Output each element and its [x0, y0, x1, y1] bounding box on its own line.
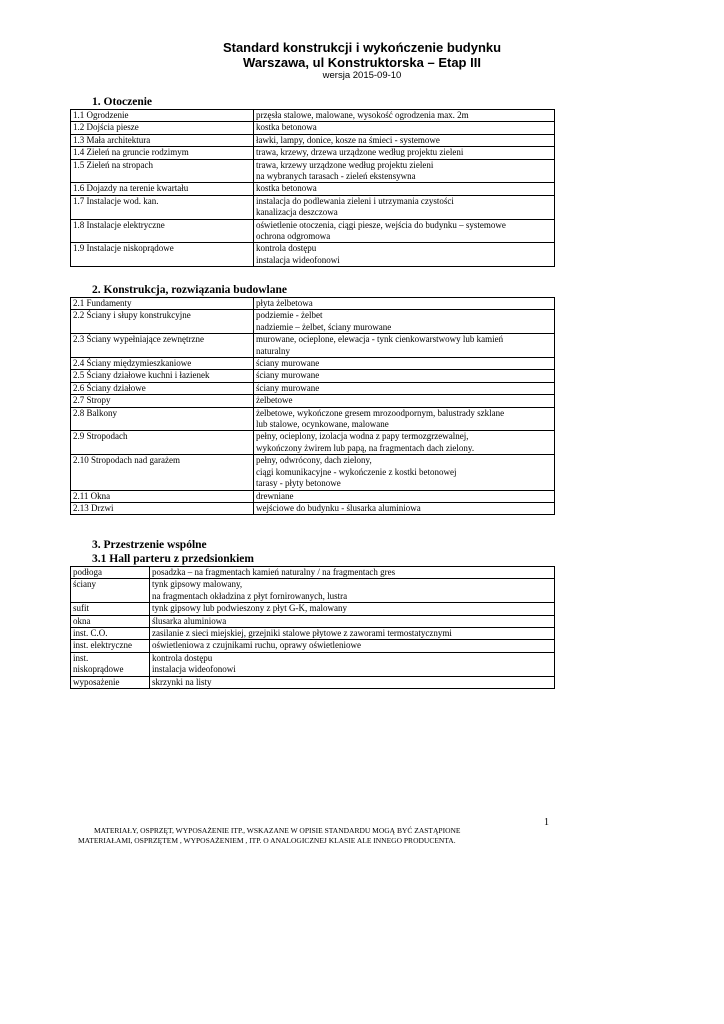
value-line: oświetleniowa z czujnikami ruchu, oprawy oświetleniowe — [152, 640, 361, 651]
table-row — [71, 455, 555, 490]
table-row — [71, 502, 555, 514]
row-label — [71, 567, 150, 579]
row-label — [71, 615, 150, 627]
label-line: ściany — [73, 579, 96, 590]
table-row — [71, 603, 555, 615]
spec-table-konstrukcja — [70, 297, 555, 515]
row-label — [71, 159, 254, 183]
label-line: 1.9 Instalacje niskoprądowe — [73, 243, 174, 254]
row-label — [71, 407, 254, 431]
value-line: posadzka – na fragmentach kamień naturalny / na fragmentach gres — [152, 567, 396, 577]
table-row — [71, 334, 555, 358]
row-label — [71, 219, 254, 243]
value-line: tarasy - płyty betonowe — [256, 478, 341, 489]
value-line: trawa, krzewy urządzone według projektu zieleni — [256, 159, 434, 170]
row-value — [254, 310, 555, 334]
row-label — [71, 243, 254, 267]
section-heading-konstrukcja: 2. Konstrukcja, rozwiązania budowlane — [92, 284, 287, 296]
value-line: kontrola dostępu — [152, 652, 213, 663]
row-label — [71, 310, 254, 334]
table-row — [71, 195, 555, 219]
table-row — [71, 407, 555, 431]
label-line: 1.5 Zieleń na stropach — [73, 159, 153, 170]
row-value — [150, 615, 555, 627]
row-label — [71, 122, 254, 134]
label-line: 1.6 Dojazdy na terenie kwartału — [73, 183, 189, 194]
value-line: podziemie - żelbet — [256, 310, 323, 321]
value-line: na wybranych tarasach - zieleń ekstensywna — [256, 171, 416, 182]
row-label — [71, 334, 254, 358]
table-row — [71, 490, 555, 502]
value-line: wykończony żwirem lub papą, na fragmentach dach zielony. — [256, 442, 475, 453]
footer-line-2: MATERIAŁAMI, OSPRZĘTEM , WYPOSAŻENIEM , ITP. O ANALOGICZNEJ KLASIE ALE INNEGO PRODUCENTA. — [78, 836, 456, 845]
subsection-heading-hall: 3.1 Hall parteru z przedsionkiem — [92, 553, 254, 565]
label-line: 2.3 Ściany wypełniające zewnętrzne — [73, 334, 204, 345]
value-line: żelbetowe — [256, 395, 293, 406]
label-line: inst. elektryczne — [73, 640, 132, 651]
label-line: 1.3 Mała architektura — [73, 134, 151, 145]
label-line: 1.7 Instalacje wod. kan. — [73, 195, 159, 206]
table-row — [71, 110, 555, 122]
value-line: zasilanie z sieci miejskiej, grzejniki stalowe płytowe z zaworami termostatycznymi — [152, 628, 452, 639]
table-row — [71, 579, 555, 603]
table-row — [71, 298, 555, 310]
value-line: nadziemie – żelbet, ściany murowane — [256, 321, 392, 332]
row-label — [71, 147, 254, 159]
row-value — [150, 603, 555, 615]
label-line: 2.5 Ściany działowe kuchni i łazienek — [73, 370, 210, 381]
row-value — [254, 110, 555, 122]
value-line: instalacja wideofonowi — [152, 664, 236, 675]
row-value — [254, 122, 555, 134]
section-heading-przestrzenie-wspolne: 3. Przestrzenie wspólne — [92, 539, 207, 551]
row-value — [254, 407, 555, 431]
value-line: ciągi komunikacyjne - wykończenie z kostki betonowej — [256, 466, 457, 477]
value-line: pełny, ocieplony, izolacja wodna z papy termozgrzewalnej, — [256, 431, 469, 442]
label-line: inst. — [73, 652, 89, 663]
label-line: 2.9 Stropodach — [73, 431, 128, 442]
row-value — [150, 579, 555, 603]
value-line: ściany murowane — [256, 382, 320, 393]
label-line: podłoga — [73, 567, 102, 577]
row-value — [254, 298, 555, 310]
row-value — [254, 490, 555, 502]
label-line: wyposażenie — [73, 676, 120, 687]
row-label — [71, 370, 254, 382]
table-row — [71, 159, 555, 183]
table-row — [71, 122, 555, 134]
value-line: oświetlenie otoczenia, ciągi piesze, wejścia do budynku – systemowe — [256, 219, 506, 230]
table-row — [71, 382, 555, 394]
label-line: 2.7 Stropy — [73, 395, 111, 406]
label-line: sufit — [73, 603, 90, 614]
table-row — [71, 628, 555, 640]
value-line: trawa, krzewy, drzewa urządzone według projektu zieleni — [256, 147, 464, 158]
row-label — [71, 431, 254, 455]
value-line: kontrola dostępu — [256, 243, 317, 254]
value-line: tynk gipsowy lub podwieszony z płyt G-K, malowany — [152, 603, 347, 614]
document-title-line-2: Warszawa, ul Konstruktorska – Etap III — [243, 55, 481, 70]
row-label — [71, 358, 254, 370]
label-line: 1.2 Dojścia piesze — [73, 122, 139, 133]
table-row — [71, 370, 555, 382]
value-line: kanalizacja deszczowa — [256, 207, 338, 218]
value-line: ślusarka aluminiowa — [152, 615, 227, 626]
document-version: wersja 2015-09-10 — [322, 70, 402, 81]
table-row — [71, 652, 555, 676]
value-line: skrzynki na listy — [152, 676, 212, 687]
label-line: 2.11 Okna — [73, 490, 111, 501]
row-value — [150, 640, 555, 652]
footer-line-1: MATERIAŁY, OSPRZĘT, WYPOSAŻENIE ITP., WSKAZANE W OPISIE STANDARDU MOGĄ BYĆ ZASTĄPIONE — [94, 826, 461, 835]
value-line: na fragmentach okładzina z płyt fornirowanych, lustra — [152, 590, 348, 601]
table-row — [71, 615, 555, 627]
row-value — [254, 159, 555, 183]
label-line: 2.8 Balkony — [73, 407, 117, 418]
row-value — [150, 628, 555, 640]
label-line: 2.10 Stropodach nad garażem — [73, 455, 180, 466]
row-label — [71, 455, 254, 490]
table-row — [71, 395, 555, 407]
value-line: lub stalowe, ocynkowane, malowane — [256, 419, 389, 430]
table-row — [71, 676, 555, 688]
label-line: 2.1 Fundamenty — [73, 298, 132, 308]
section-heading-otoczenie: 1. Otoczenie — [92, 96, 153, 108]
value-line: murowane, ocieplone, elewacja - tynk cienkowarstwowy lub kamień — [256, 334, 504, 345]
row-value — [254, 431, 555, 455]
value-line: ławki, lampy, donice, kosze na śmieci - systemowe — [256, 134, 440, 145]
spec-table-otoczenie — [70, 109, 555, 267]
value-line: instalacja do podlewania zieleni i utrzymania czystości — [256, 195, 454, 206]
spec-table-hall — [70, 566, 555, 689]
page-number: 1 — [544, 817, 549, 828]
value-line: ściany murowane — [256, 358, 320, 369]
row-value — [254, 183, 555, 195]
label-line: inst. C.O. — [73, 628, 108, 639]
row-value — [254, 243, 555, 267]
row-value — [254, 370, 555, 382]
label-line: 1.1 Ogrodzenie — [73, 110, 129, 120]
row-value — [150, 676, 555, 688]
row-label — [71, 298, 254, 310]
label-line: okna — [73, 615, 91, 626]
row-label — [71, 603, 150, 615]
value-line: drewniane — [256, 490, 294, 501]
label-line: 1.8 Instalacje elektryczne — [73, 219, 165, 230]
value-line: kostka betonowa — [256, 122, 317, 133]
row-label — [71, 579, 150, 603]
row-label — [71, 628, 150, 640]
value-line: przęsła stalowe, malowane, wysokość ogrodzenia max. 2m — [256, 110, 469, 120]
label-line: 1.4 Zieleń na gruncie rodzimym — [73, 147, 189, 158]
label-line: 2.4 Ściany międzymieszkaniowe — [73, 358, 192, 369]
table-row — [71, 358, 555, 370]
row-label — [71, 640, 150, 652]
row-label — [71, 183, 254, 195]
label-line: 2.13 Drzwi — [73, 502, 114, 513]
row-value — [254, 134, 555, 146]
row-value — [254, 147, 555, 159]
table-row — [71, 183, 555, 195]
row-label — [71, 395, 254, 407]
row-label — [71, 195, 254, 219]
row-label — [71, 134, 254, 146]
row-value — [254, 502, 555, 514]
value-line: płyta żelbetowa — [256, 298, 313, 308]
row-value — [254, 395, 555, 407]
row-value — [254, 195, 555, 219]
row-value — [254, 219, 555, 243]
row-value — [254, 382, 555, 394]
row-value — [254, 334, 555, 358]
row-value — [254, 455, 555, 490]
row-label — [71, 652, 150, 676]
value-line: naturalny — [256, 345, 290, 356]
table-row — [71, 431, 555, 455]
value-line: kostka betonowa — [256, 183, 317, 194]
table-row — [71, 147, 555, 159]
row-label — [71, 382, 254, 394]
row-label — [71, 676, 150, 688]
row-label — [71, 110, 254, 122]
value-line: ściany murowane — [256, 370, 320, 381]
table-row — [71, 219, 555, 243]
row-label — [71, 490, 254, 502]
row-label — [71, 502, 254, 514]
table-row — [71, 567, 555, 579]
label-line: 2.6 Ściany działowe — [73, 382, 146, 393]
row-value — [254, 358, 555, 370]
table-row — [71, 310, 555, 334]
row-value — [150, 567, 555, 579]
document-title — [0, 40, 724, 70]
footer-disclaimer — [0, 826, 724, 846]
value-line: wejściowe do budynku - ślusarka aluminiowa — [256, 502, 421, 513]
value-line: instalacja wideofonowi — [256, 254, 340, 265]
value-line: tynk gipsowy malowany, — [152, 579, 243, 590]
value-line: ochrona odgromowa — [256, 231, 331, 242]
table-row — [71, 243, 555, 267]
value-line: pełny, odwrócony, dach zielony, — [256, 455, 372, 466]
row-value — [150, 652, 555, 676]
table-row — [71, 134, 555, 146]
value-line: żelbetowe, wykończone gresem mrozoodpornym, balustrady szklane — [256, 407, 505, 418]
table-row — [71, 640, 555, 652]
label-line: 2.2 Ściany i słupy konstrukcyjne — [73, 310, 191, 321]
document-title-line-1: Standard konstrukcji i wykończenie budynku — [222, 40, 502, 55]
label-line: niskoprądowe — [73, 664, 124, 675]
